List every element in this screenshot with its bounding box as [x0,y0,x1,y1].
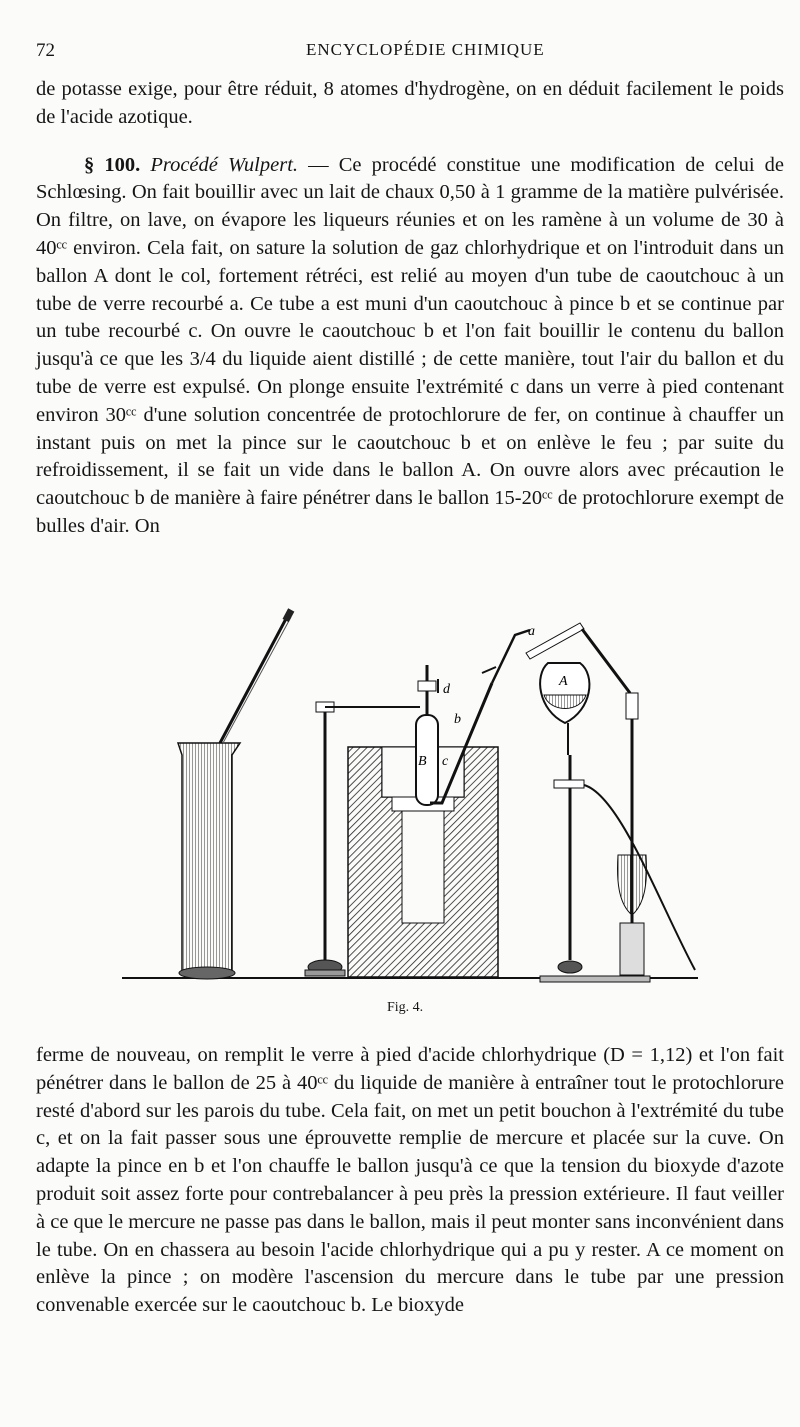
page-header [36,36,776,66]
label-b: b [454,712,461,727]
continued-paragraph: ferme de nouveau, on remplit le verre à pied d'acide chlorhydrique (D = 1,12) et l'on fait pénétrer dans le ballon de 25 à 40ᶜᶜ du liquide de manière à entraîner tout le protochlorure resté d'abord sur les parois du tube. Cela fait, on met un petit bouchon à l'extrémité du tube c, et on la fait passer sous une éprouvette remplie de mercure et placée sur la cuve. On adapte la pince en b et l'on chauffe le ballon jusqu'à ce que la tension du bioxyde d'azote produit soit assez forte pour contrebalancer à peu près la pression extérieure. Il faut veiller à ce que le mercure ne passe pas dans le ballon, mais il peut monter sans inconvénient dans le tube. On en chassera au besoin l'acide chlorhydrique qui a pu y rester. A ce moment on enlève la pince ; on modère l'ascension du mercure dans le tube par une pression convenable exercée sur le caoutchouc b. Le bioxyde [36,1044,785,1317]
page-number: 72 [36,40,55,61]
section-100-paragraph [36,152,784,541]
label-c: c [442,754,449,769]
section-number: § 100. [84,153,141,176]
label-a: a [528,624,535,639]
text-block-bottom [36,1042,784,1320]
mercury-cylinder [178,608,294,979]
running-title: ENCYCLOPÉDIE CHIMIQUE [306,40,545,59]
section-title: Procédé Wulpert. [150,153,299,176]
text-block-top [36,76,784,541]
label-d: d [443,682,450,697]
tube-B [416,665,438,805]
section-body: — Ce procédé constitue une modification de celui de Schlœsing. On fait bouillir avec un lait de chaux 0,50 à 1 gramme de la matière pulvérisée. On filtre, on lave, on évapore les liqueurs réunies et on les ramène à un volume de 30 à 40ᶜᶜ environ. Cela fait, on sature la solution de gaz chlorhydrique et on l'introduit dans un ballon A dont le col, fortement rétréci, est relié au moyen d'un tube de caoutchouc à un tube de verre recourbé a. Ce tube a est muni d'un caoutchouc à pince b et se continue par un tube recourbé c. On ouvre le caoutchouc b et l'on fait bouillir le contenu du ballon jusqu'à ce que les 3/4 du liquide aient distillé ; de cette manière, tout l'air du ballon et du tube de verre est expulsé. On plonge ensuite l'extrémité c dans un verre à pied contenant environ 30ᶜᶜ d'une solution concentrée de protochlorure de fer, on continue à chauffer un instant puis on met la pince sur le caoutchouc b et on enlève le feu ; par suite du refroidissement, il se fait un vide dans le ballon A. On ouvre alors avec précaution le caoutchouc b de manière à faire pénétrer dans le ballon 15-20ᶜᶜ de protochlorure exempt de bulles d'air. On [36,153,785,537]
label-A: A [559,674,568,689]
figure-caption: Fig. 4. [387,1000,424,1015]
apparatus-figure [120,605,700,990]
flask-A [526,623,695,982]
label-B: B [418,754,427,769]
continuation-paragraph: de potasse exige, pour être réduit, 8 atomes d'hydrogène, on en déduit facilement le poids de l'acide azotique. [36,78,784,128]
apparatus-drawing [120,605,700,990]
